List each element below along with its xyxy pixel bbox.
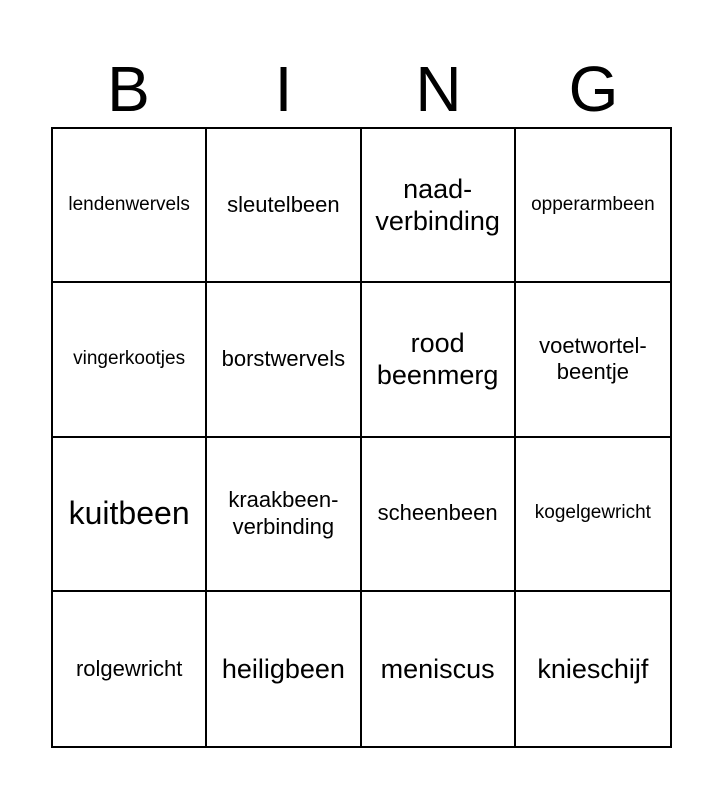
bingo-cell[interactable]: voetwortel- beentje (516, 283, 670, 437)
bingo-cell[interactable]: meniscus (362, 592, 516, 746)
bingo-cell[interactable]: kuitbeen (53, 438, 207, 592)
bingo-cell[interactable]: opperarmbeen (516, 129, 670, 283)
header-letter-g: G (568, 53, 619, 125)
bingo-cell[interactable]: knieschijf (537, 653, 649, 684)
bingo-cell[interactable]: rood beenmerg (362, 283, 516, 437)
header-letter-i: I (274, 53, 293, 125)
bingo-card-grid (51, 127, 672, 748)
bingo-cell[interactable]: scheenbeen (362, 438, 516, 592)
bingo-cell[interactable]: kraakbeen- verbinding (207, 438, 361, 592)
bingo-header (51, 52, 671, 126)
bingo-cell[interactable]: sleutelbeen (207, 129, 361, 283)
header-letter-n: N (415, 53, 462, 125)
bingo-cell[interactable]: heiligbeen (207, 592, 361, 746)
bingo-cell[interactable]: kogelgewricht (516, 438, 670, 592)
bingo-cell[interactable]: naad- verbinding (362, 129, 516, 283)
bingo-cell[interactable]: borstwervels (207, 283, 361, 437)
bingo-cell[interactable]: lendenwervels (53, 129, 207, 283)
bingo-cell[interactable]: rolgewricht (53, 592, 207, 746)
bingo-cell[interactable]: vingerkootjes (53, 283, 207, 437)
header-letter-b: B (107, 53, 150, 125)
